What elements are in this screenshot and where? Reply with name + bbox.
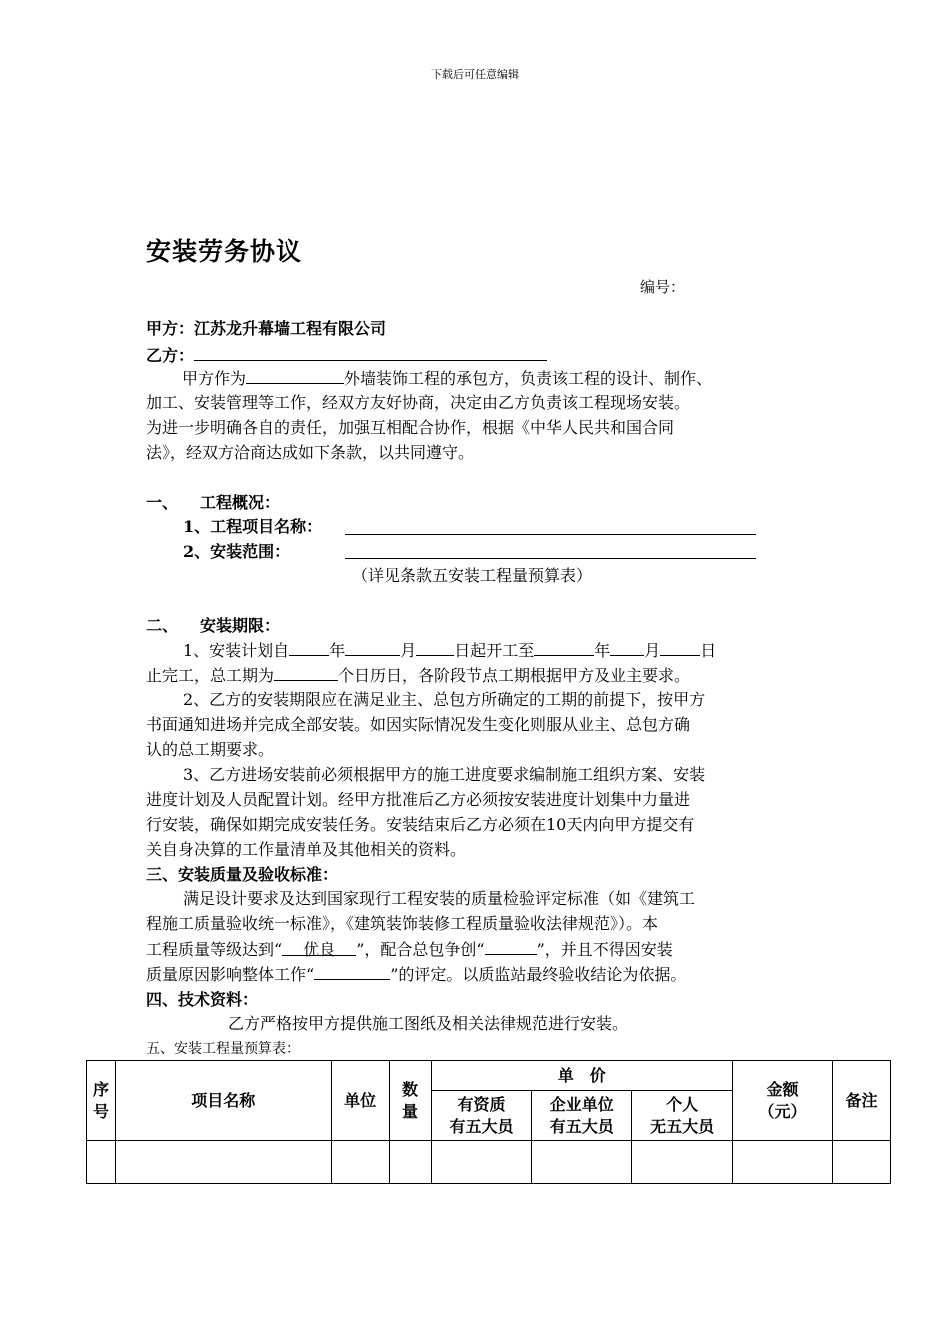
text: 日起开工至 (454, 641, 535, 660)
section4-heading: 四、技术资料： (146, 990, 259, 1009)
text: ”，并且不得因安装 (536, 940, 673, 959)
section1-note: （详见条款五安装工程量预算表） (352, 566, 593, 585)
header-p2-1: 企业单位 (549, 1094, 614, 1114)
table-cell[interactable] (833, 1141, 891, 1184)
header-p1-2: 有五大员 (449, 1116, 514, 1136)
quality-line-3 (146, 936, 673, 962)
party-a: 甲方：江苏龙升幕墙工程有限公司 (146, 319, 387, 338)
party-b-blank[interactable] (194, 342, 547, 361)
header-amount-2: （元） (758, 1101, 807, 1121)
header-price-qualified (431, 1091, 532, 1141)
header-price-individual (632, 1091, 733, 1141)
schedule-p3-2: 进度计划及人员配置计划。经甲方批准后乙方必须按安装进度计划集中力量进 (146, 790, 691, 809)
section2-title: 安装期限： (200, 616, 281, 635)
header-seq-2: 号 (92, 1101, 109, 1121)
end-year-blank[interactable] (534, 637, 594, 656)
section1-number: 一、 (146, 493, 179, 512)
text: 月 (644, 641, 661, 660)
header-price-enterprise (532, 1091, 632, 1141)
header-unit: 单位 (331, 1061, 389, 1141)
start-day-blank[interactable] (416, 637, 454, 656)
table-cell[interactable] (331, 1141, 389, 1184)
table-cell[interactable] (87, 1141, 116, 1184)
intro-text: 甲方作为 (182, 369, 247, 388)
text: 个日历日，各阶段节点工期根据甲方及业主要求。 (338, 666, 691, 685)
intro-line-3: 为进一步明确各自的责任，加强互相配合协作，根据《中华人民共和国合同 (146, 418, 675, 437)
schedule-line-2 (146, 662, 690, 688)
start-year-blank[interactable] (289, 637, 329, 656)
schedule-line-1 (183, 637, 716, 663)
award-blank[interactable] (485, 936, 537, 955)
number-label: 编号： (640, 278, 686, 296)
text: 月 (400, 641, 417, 660)
section1-title: 工程概况： (200, 493, 281, 512)
text: 年 (594, 641, 611, 660)
table-cell[interactable] (632, 1141, 733, 1184)
schedule-p3-1: 3、乙方进场安装前必须根据甲方的施工进度要求编制施工组织方案、安装 (183, 765, 706, 784)
intro-text: 外墙装饰工程的承包方，负责该工程的设计、制作、 (344, 369, 713, 388)
end-day-blank[interactable] (660, 637, 700, 656)
evaluation-blank[interactable] (314, 961, 390, 980)
schedule-p2-1: 2、乙方的安装期限应在满足业主、总包方所确定的工期的前提下，按甲方 (183, 690, 706, 709)
table-cell[interactable] (733, 1141, 833, 1184)
table-cell[interactable] (431, 1141, 532, 1184)
schedule-p2-2: 书面通知进场并完成全部安装。如因实际情况发生变化则服从业主、总包方确 (146, 715, 691, 734)
quality-grade[interactable] (282, 937, 356, 959)
header-p2-2: 有五大员 (549, 1116, 614, 1136)
start-month-blank[interactable] (345, 637, 400, 656)
header-unit-price: 单 价 (431, 1061, 733, 1091)
text: 日 (700, 641, 717, 660)
header-project-name: 项目名称 (115, 1061, 331, 1141)
table-cell[interactable] (389, 1141, 431, 1184)
quality-line-4 (146, 961, 686, 987)
party-b (146, 342, 547, 366)
quality-grade-value: 优良 (303, 940, 336, 959)
header-qty-2: 量 (402, 1101, 419, 1121)
item1-blank[interactable] (345, 534, 756, 535)
table-cell[interactable] (115, 1141, 331, 1184)
text: 1、安装计划自 (183, 641, 290, 660)
header-seq (87, 1061, 116, 1141)
project-blank[interactable] (246, 365, 344, 384)
quality-line-2: 程施工质量验收统一标准》，《建筑装饰装修工程质量验收法律规范》）。本 (146, 914, 659, 933)
intro-line-1 (182, 365, 712, 391)
section2-number: 二、 (146, 616, 179, 635)
header-quantity (389, 1061, 431, 1141)
schedule-p3-4: 关自身决算的工作量清单及其他相关的资料。 (146, 840, 467, 859)
header-p3-1: 个人 (666, 1094, 699, 1114)
item1-label: 1、工程项目名称： (183, 517, 323, 536)
header-amount (733, 1061, 833, 1141)
section3-heading: 三、安装质量及验收标准： (146, 865, 339, 884)
section1-item1 (183, 514, 322, 537)
header-p1-1: 有资质 (457, 1094, 506, 1114)
header-note: 备注 (833, 1061, 891, 1141)
document-title: 安装劳务协议 (146, 237, 303, 266)
table-row (87, 1141, 891, 1184)
text: 止完工，总工期为 (146, 666, 275, 685)
section1-item2: 2、安装范围： (183, 542, 291, 561)
schedule-p2-3: 认的总工期要求。 (146, 740, 275, 759)
duration-blank[interactable] (274, 662, 338, 681)
quality-line-1: 满足设计要求及达到国家现行工程安装的质量检验评定标准（如《建筑工 (183, 889, 696, 908)
header-note: 下载后可任意编辑 (431, 68, 519, 81)
intro-line-4: 法》，经双方洽商达成如下条款，以共同遵守。 (146, 443, 475, 462)
header-amount-1: 金额 (766, 1079, 799, 1099)
table-cell[interactable] (532, 1141, 632, 1184)
budget-table (86, 1060, 891, 1184)
section5-heading: 五、安装工程量预算表： (146, 1041, 300, 1057)
section1-heading (146, 490, 280, 513)
schedule-p3-3: 行安装，确保如期完成安装任务。安装结束后乙方必须在10天内向甲方提交有 (146, 815, 695, 834)
intro-line-2: 加工、安装管理等工作，经双方友好协商，决定由乙方负责该工程现场安装。 (146, 393, 691, 412)
text: 年 (329, 641, 346, 660)
item2-blank[interactable] (345, 558, 756, 559)
section2-heading (146, 613, 280, 636)
text: 质量原因影响整体工作“ (146, 965, 315, 984)
party-b-label: 乙方： (146, 346, 195, 365)
text: ”，配合总包争创“ (356, 940, 485, 959)
end-month-blank[interactable] (610, 637, 644, 656)
header-qty-1: 数 (402, 1079, 419, 1099)
header-p3-2: 无五大员 (650, 1116, 715, 1136)
header-seq-1: 序 (92, 1079, 109, 1099)
section4-text: 乙方严格按甲方提供施工图纸及相关法律规范进行安装。 (228, 1014, 629, 1033)
text: ”的评定。以质监站最终验收结论为依据。 (390, 965, 687, 984)
text: 工程质量等级达到“ (146, 940, 283, 959)
